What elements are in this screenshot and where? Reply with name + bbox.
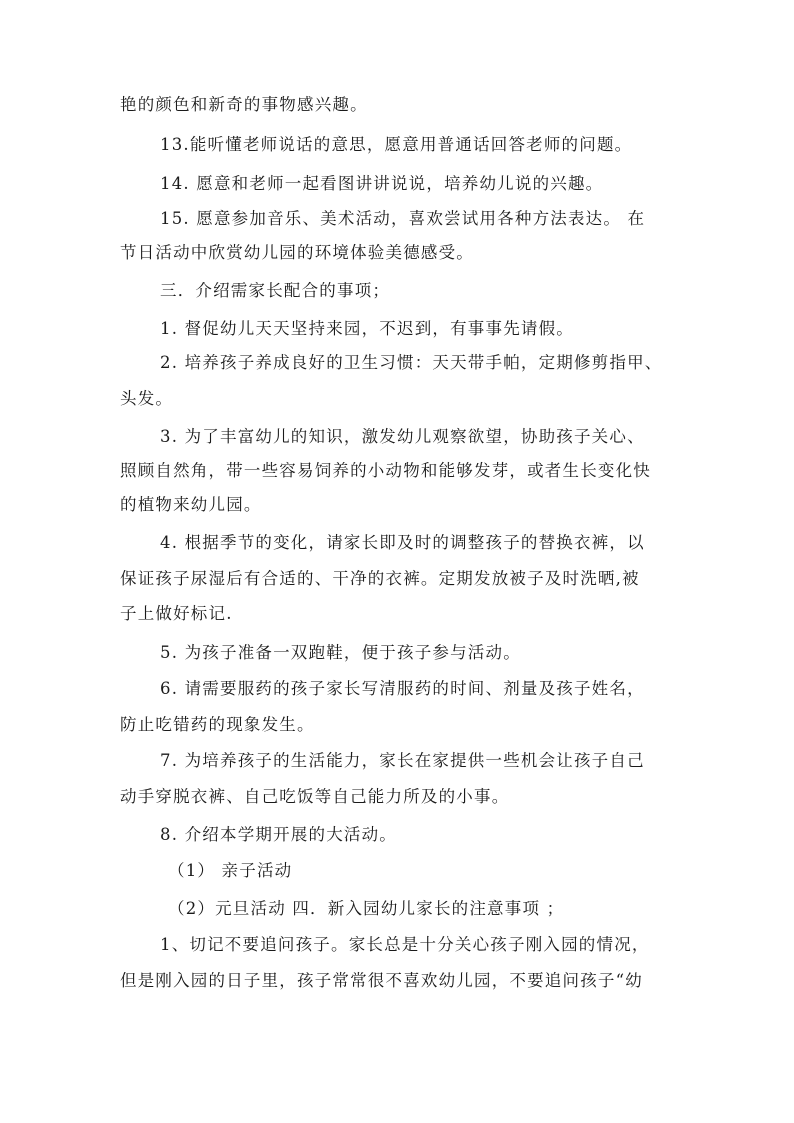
- text-line: 14. 愿意和老师一起看图讲讲说说，培养幼儿说的兴趣。: [160, 174, 604, 193]
- list-item: （2）元旦活动 四．新入园幼儿家长的注意事项 ；: [168, 899, 565, 918]
- text-line: 4. 根据季节的变化，请家长即及时的调整孩子的替换衣裤，以: [160, 533, 645, 552]
- text-line: 15. 愿意参加音乐、美术活动，喜欢尝试用各种方法表达。 在: [160, 209, 646, 228]
- text-line: 但是刚入园的日子里，孩子常常很不喜欢幼儿园，不要追问孩子“幼: [120, 971, 643, 990]
- text-line: 艳的颜色和新奇的事物感兴趣。: [120, 95, 368, 114]
- text-line: 保证孩子尿湿后有合适的、干净的衣裤。定期发放被子及时洗晒,被: [120, 569, 640, 588]
- list-item: （1） 亲子活动: [168, 861, 293, 880]
- text-line: 动手穿脱衣裤、自己吃饭等自己能力所及的小事。: [120, 787, 510, 806]
- text-line: 8. 介绍本学期开展的大活动。: [160, 825, 397, 844]
- text-line: 1、切记不要追问孩子。家长总是十分关心孩子刚入园的情况，: [160, 935, 650, 954]
- text-line: 3. 为了丰富幼儿的知识，激发幼儿观察欲望，协助孩子关心、: [160, 427, 645, 446]
- text-line: 13.能听懂老师说话的意思，愿意用普通话回答老师的问题。: [160, 135, 633, 154]
- text-line: 1. 督促幼儿天天坚持来园，不迟到，有事事先请假。: [160, 319, 574, 338]
- text-line: 照顾自然角，带一些容易饲养的小动物和能够发芽，或者生长变化快: [120, 461, 651, 480]
- text-line: 5. 为孩子准备一双跑鞋，便于孩子参与活动。: [160, 643, 521, 662]
- text-line: 的植物来幼儿园。: [120, 495, 262, 514]
- text-line: 6. 请需要服药的孩子家长写清服药的时间、剂量及孩子姓名，: [160, 679, 645, 698]
- text-line: 子上做好标记.: [120, 604, 233, 623]
- text-line: 节日活动中欣赏幼儿园的环境体验美德感受。: [120, 243, 474, 262]
- text-line: 防止吃错药的现象发生。: [120, 715, 315, 734]
- text-line: 头发。: [120, 389, 174, 408]
- section-heading: 三．介绍需家长配合的事项；: [160, 281, 391, 300]
- text-line: 7. 为培养孩子的生活能力，家长在家提供一些机会让孩子自己: [160, 751, 645, 770]
- text-line: 2. 培养孩子养成良好的卫生习惯：天天带手帕，定期修剪指甲、: [160, 353, 663, 372]
